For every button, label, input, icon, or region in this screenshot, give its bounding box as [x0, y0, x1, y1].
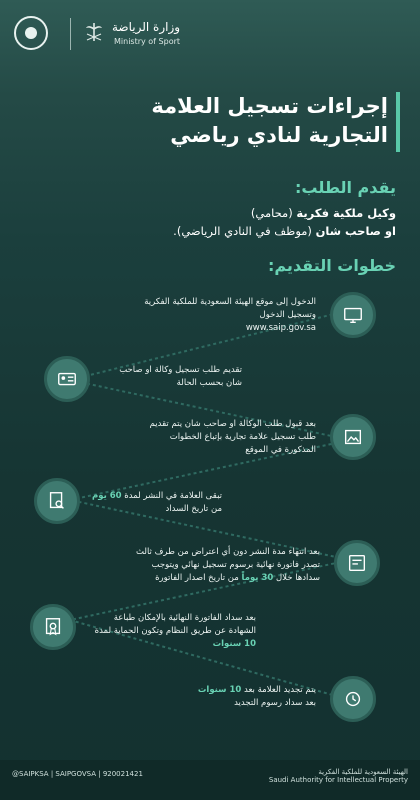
step-6-text: بعد سداد الفاتورة النهائية بالإمكان طباعة الشهادة عن طريق النظام وتكون الحماية لمدة 10 سنوات — [94, 613, 256, 649]
step-5-disc — [334, 540, 380, 586]
federation-logo — [14, 16, 48, 50]
id-card-icon — [56, 368, 78, 390]
renew-icon — [342, 688, 364, 710]
computer-icon — [342, 304, 364, 326]
step-6-disc — [30, 604, 76, 650]
steps-heading: خطوات التقديم: — [267, 256, 396, 275]
step-3-disc — [330, 414, 376, 460]
logo-divider — [70, 18, 71, 50]
ministry-name-ar: وزارة الرياضة — [112, 20, 181, 34]
title-accent-bar — [396, 92, 400, 152]
applicant-heading: يقدم الطلب: — [294, 178, 396, 197]
ministry-name-en: Ministry of Sport — [114, 37, 181, 46]
step-2-disc — [44, 356, 90, 402]
invoice-icon — [346, 552, 368, 574]
header-logos — [14, 14, 406, 54]
step-5-text: بعد انتهاء مدة النشر دون أي اعتراض من طرف ثالث تصدر فاتورة نهائية برسوم تسجيل نهائي ويتوجب سدادها خلال 30 يوماً من تاريخ اصدار الفاتورة — [136, 547, 320, 583]
saip-logo-text: الهيئة السعودية للملكية الفكرية Saudi Authority for Intellectual Property — [268, 768, 408, 784]
step-4-text: تبقى العلامة في النشر لمدة 60 يوم من تاريخ السداد — [92, 491, 222, 514]
page-title: إجراءات تسجيل العلامة التجارية لنادي رياضي — [151, 94, 388, 147]
step-7-text: يتم تجديد العلامة بعد 10 سنوات بعد سداد رسوم التجديد — [197, 685, 316, 708]
palm-emblem-icon — [82, 20, 106, 44]
certificate-icon — [42, 616, 64, 638]
footer — [0, 760, 420, 800]
social-handles: @SAIPKSA | SAIPGOVSA | 920021421 — [12, 770, 143, 778]
step-1-disc — [330, 292, 376, 338]
step-4-disc — [34, 478, 80, 524]
search-document-icon — [46, 490, 68, 512]
image-icon — [342, 426, 364, 448]
step-3-text: بعد قبول طلب الوكالة او صاحب شان يتم تقديم طلب تسجيل علامة تجارية بإتباع الخطوات المذكورة في الموقع — [149, 419, 316, 455]
applicant-line-1: وكيل ملكية فكرية (محامي) — [250, 206, 396, 220]
step-7-disc — [330, 676, 376, 722]
step-2-text: تقديم طلب تسجيل وكالة او صاحب شان بحسب الحالة — [119, 365, 242, 388]
applicant-line-2: او صاحب شان (موظف في النادي الرياضي). — [173, 224, 396, 238]
step-1-text: الدخول إلى موقع الهيئة السعودية للملكية الفكرية وتسجيل الدخول www.saip.gov.sa — [116, 296, 316, 335]
saip-link: www.saip.gov.sa — [245, 323, 316, 333]
